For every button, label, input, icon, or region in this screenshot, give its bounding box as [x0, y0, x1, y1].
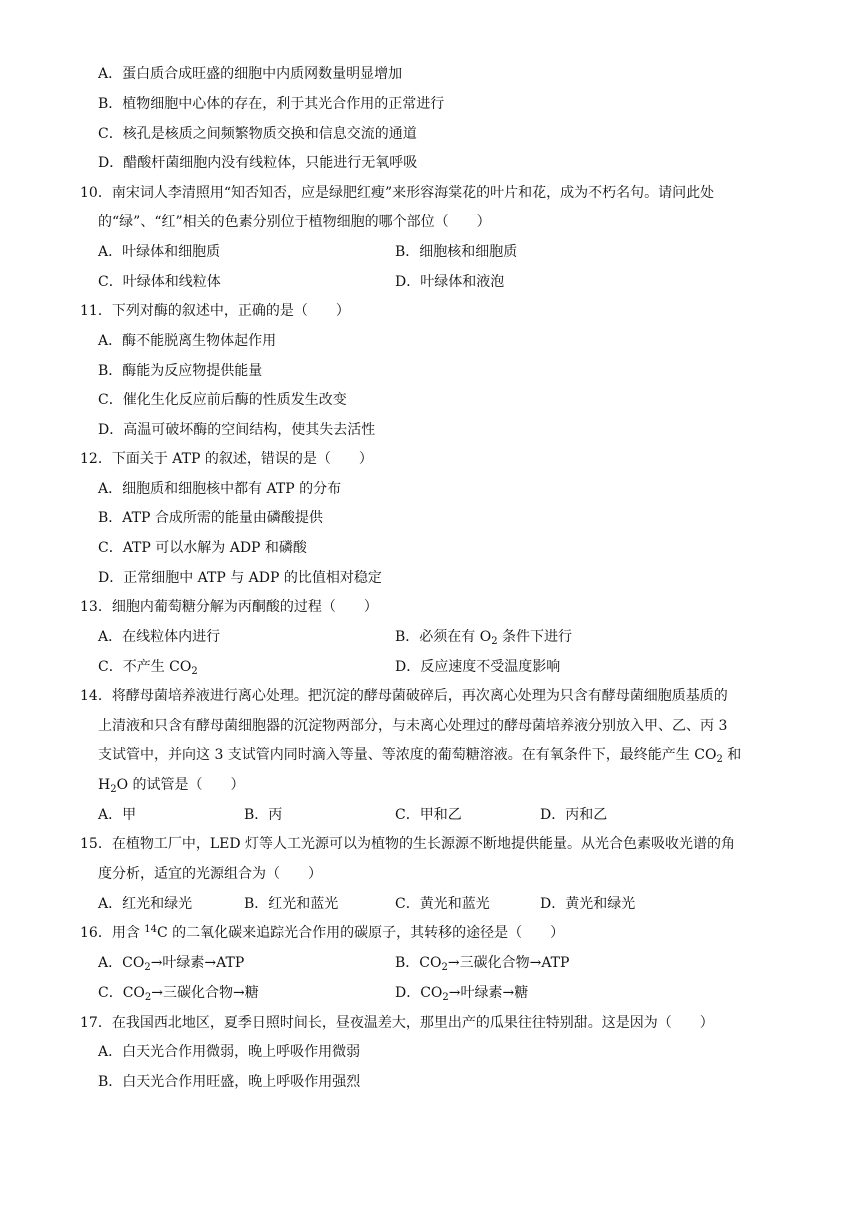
- q12-stem: 12．下面关于 ATP 的叙述，错误的是（ ）: [80, 451, 373, 467]
- q17-stem: 17．在我国西北地区，夏季日照时间长，昼夜温差大，那里出产的瓜果往往特别甜。这是因为（ ）: [80, 1015, 714, 1031]
- q14-option-c: C．甲和乙: [395, 807, 462, 823]
- q16-option-d: D．$CO_2\to$叶绿素→糖: [395, 985, 529, 1003]
- q11-stem: 11．下列对酶的叙述中，正确的是（ ）: [80, 303, 350, 319]
- q17-option-a: A．白天光合作用微弱，晚上呼吸作用微弱: [98, 1044, 361, 1060]
- q14-stem-line3: 支试管中，并向这 3 支试管内同时滴入等量、等浓度的葡萄糖溶液。在有氧条件下，最终能产生 $CO_2$ 和: [98, 747, 742, 765]
- q11-option-c: C．催化生化反应前后酶的性质发生改变: [98, 392, 347, 408]
- q9-option-b: B．植物细胞中心体的存在，利于其光合作用的正常进行: [98, 96, 445, 112]
- q11-option-b: B．酶能为反应物提供能量: [98, 363, 263, 379]
- q11-option-d: D．高温可破坏酶的空间结构，使其失去活性: [98, 422, 376, 438]
- q10-option-b: B．细胞核和细胞质: [395, 244, 518, 260]
- q12-option-a: A．细胞质和细胞核中都有 ATP 的分布: [98, 481, 342, 497]
- q14-stem-line4: $H_2O$ 的试管是（ ）: [98, 777, 245, 795]
- q12-option-d: D．正常细胞中 ATP 与 ADP 的比值相对稳定: [98, 570, 382, 586]
- q17-option-b: B．白天光合作用旺盛，晚上呼吸作用强烈: [98, 1074, 361, 1090]
- q15-stem-line1: 15．在植物工厂中，LED 灯等人工光源可以为植物的生长源源不断地提供能量。从光合色素吸收光谱的角: [80, 836, 736, 852]
- q13-option-c: C．不产生 $CO_2$: [98, 659, 198, 677]
- q9-option-a: A．蛋白质合成旺盛的细胞中内质网数量明显增加: [98, 66, 403, 82]
- q10-option-d: D．叶绿体和液泡: [395, 274, 505, 290]
- q16-stem: 16．用含 $^{14}$C 的二氧化碳来追踪光合作用的碳原子，其转移的途径是（ ）: [80, 924, 565, 941]
- q14-stem-line2: 上清液和只含有酵母菌细胞器的沉淀物两部分，与未离心处理过的酵母菌培养液分别放入甲、乙、丙 3: [98, 718, 728, 734]
- q13-option-d: D．反应速度不受温度影响: [395, 659, 561, 675]
- q12-option-c: C．ATP 可以水解为 ADP 和磷酸: [98, 540, 307, 556]
- q14-option-d: D．丙和乙: [540, 807, 608, 823]
- q13-stem: 13．细胞内葡萄糖分解为丙酮酸的过程（ ）: [80, 599, 378, 615]
- q15-option-b: B．红光和蓝光: [244, 896, 339, 912]
- q14-option-b: B．丙: [244, 807, 283, 823]
- q12-option-b: B．ATP 合成所需的能量由磷酸提供: [98, 510, 323, 526]
- q9-option-c: C．核孔是核质之间频繁物质交换和信息交流的通道: [98, 126, 417, 142]
- q10-option-c: C．叶绿体和线粒体: [98, 274, 221, 290]
- q9-option-d: D．醋酸杆菌细胞内没有线粒体，只能进行无氧呼吸: [98, 155, 418, 171]
- q16-option-b: B．$CO_2\to$三碳化合物→ATP: [395, 955, 570, 973]
- q14-option-a: A．甲: [98, 807, 137, 823]
- q16-option-c: C．$CO_2\to$三碳化合物→糖: [98, 985, 259, 1003]
- q15-option-c: C．黄光和蓝光: [395, 896, 490, 912]
- q16-option-a: A．$CO_2\to$叶绿素→ATP: [98, 955, 245, 973]
- q10-stem-line1: 10．南宋词人李清照用“知否知否，应是绿肥红瘦”来形容海棠花的叶片和花，成为不朽名句。请问此处: [80, 185, 715, 201]
- q10-option-a: A．叶绿体和细胞质: [98, 244, 221, 260]
- q13-option-b: B．必须在有 $O_2$ 条件下进行: [395, 629, 573, 647]
- q10-stem-line2: 的“绿”、“红”相关的色素分别位于植物细胞的哪个部位（ ）: [98, 214, 491, 230]
- q14-stem-line1: 14．将酵母菌培养液进行离心处理。把沉淀的酵母菌破碎后，再次离心处理为只含有酵母菌细胞质基质的: [80, 688, 728, 704]
- q15-option-d: D．黄光和绿光: [540, 896, 636, 912]
- q13-option-a: A．在线粒体内进行: [98, 629, 221, 645]
- q15-stem-line2: 度分析，适宜的光源组合为（ ）: [98, 866, 322, 882]
- q11-option-a: A．酶不能脱离生物体起作用: [98, 333, 277, 349]
- q15-option-a: A．红光和绿光: [98, 896, 193, 912]
